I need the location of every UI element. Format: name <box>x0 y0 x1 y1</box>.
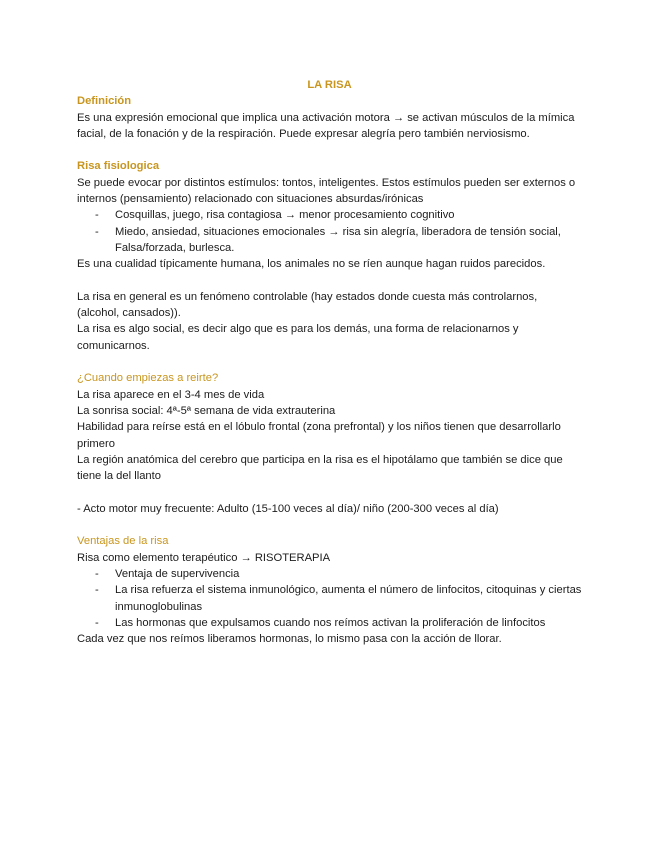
spacer <box>77 517 582 533</box>
spacer <box>77 484 582 500</box>
list-item: - Cosquillas, juego, risa contagiosa → menor procesamiento cognitivo <box>77 207 582 223</box>
list-item: - Ventaja de supervivencia <box>77 566 582 582</box>
acto-motor-text: - Acto motor muy frecuente: Adulto (15-100 veces al día)/ niño (200-300 veces al día) <box>77 502 499 515</box>
fisiologica-list <box>77 207 582 256</box>
fisiologica-outro: Es una cualidad típicamente humana, los animales no se ríen aunque hagan ruidos parecidos. <box>77 258 546 271</box>
page-title: LA RISA <box>307 79 352 91</box>
spacer <box>77 142 582 158</box>
spacer <box>77 273 582 289</box>
cuando-line: La sonrisa social: 4ª-5ª semana de vida extrauterina <box>77 404 336 417</box>
cuando-line: La risa aparece en el 3-4 mes de vida <box>77 388 265 401</box>
list-item: - La risa refuerza el sistema inmunológico, aumenta el número de linfocitos, citoquinas y ciertas inmunoglobulinas <box>77 582 582 615</box>
paragraph-social: La risa es algo social, es decir algo que es para los demás, una forma de relacionarnos y comunicarnos. <box>77 323 519 352</box>
cuando-line: La región anatómica del cerebro que participa en la risa es el hipotálamo que también se dice que tiene la del llanto <box>77 453 563 483</box>
spacer <box>77 354 582 370</box>
ventajas-list <box>77 566 582 631</box>
heading-definicion: Definición <box>77 95 132 108</box>
heading-risa-fisiologica: Risa fisiologica <box>77 160 160 173</box>
document-body <box>77 77 582 647</box>
definicion-text: Es una expresión emocional que implica una activación motora → se activan músculos de la mímica facial, de la fonación y de la respiración. Puede expresar alegría pero también nerviosismo. <box>77 111 575 140</box>
fisiologica-intro: Se puede evocar por distintos estímulos: tontos, inteligentes. Estos estímulos pueden ser externos o internos (pensamiento) relacionado con situaciones absurdas/irónicas <box>77 176 576 206</box>
list-item: - Las hormonas que expulsamos cuando nos reímos activan la proliferación de linfocitos <box>77 615 582 631</box>
ventajas-intro: Risa como elemento terapéutico → RISOTERAPIA <box>77 551 331 564</box>
heading-cuando: ¿Cuando empiezas a reirte? <box>77 372 219 385</box>
heading-ventajas: Ventajas de la risa <box>77 535 169 548</box>
list-item: - Miedo, ansiedad, situaciones emocionales → risa sin alegría, liberadora de tensión social, Falsa/forzada, burlesca. <box>77 224 582 257</box>
cuando-line: Habilidad para reírse está en el lóbulo frontal (zona prefrontal) y los niños tienen que desarrollarlo primero <box>77 421 561 450</box>
ventajas-outro: Cada vez que nos reímos liberamos hormonas, lo mismo pasa con la acción de llorar. <box>77 633 502 646</box>
paragraph-controlable: La risa en general es un fenómeno controlable (hay estados donde cuesta más controlarnos, (alcohol, cansados)). <box>77 290 538 320</box>
